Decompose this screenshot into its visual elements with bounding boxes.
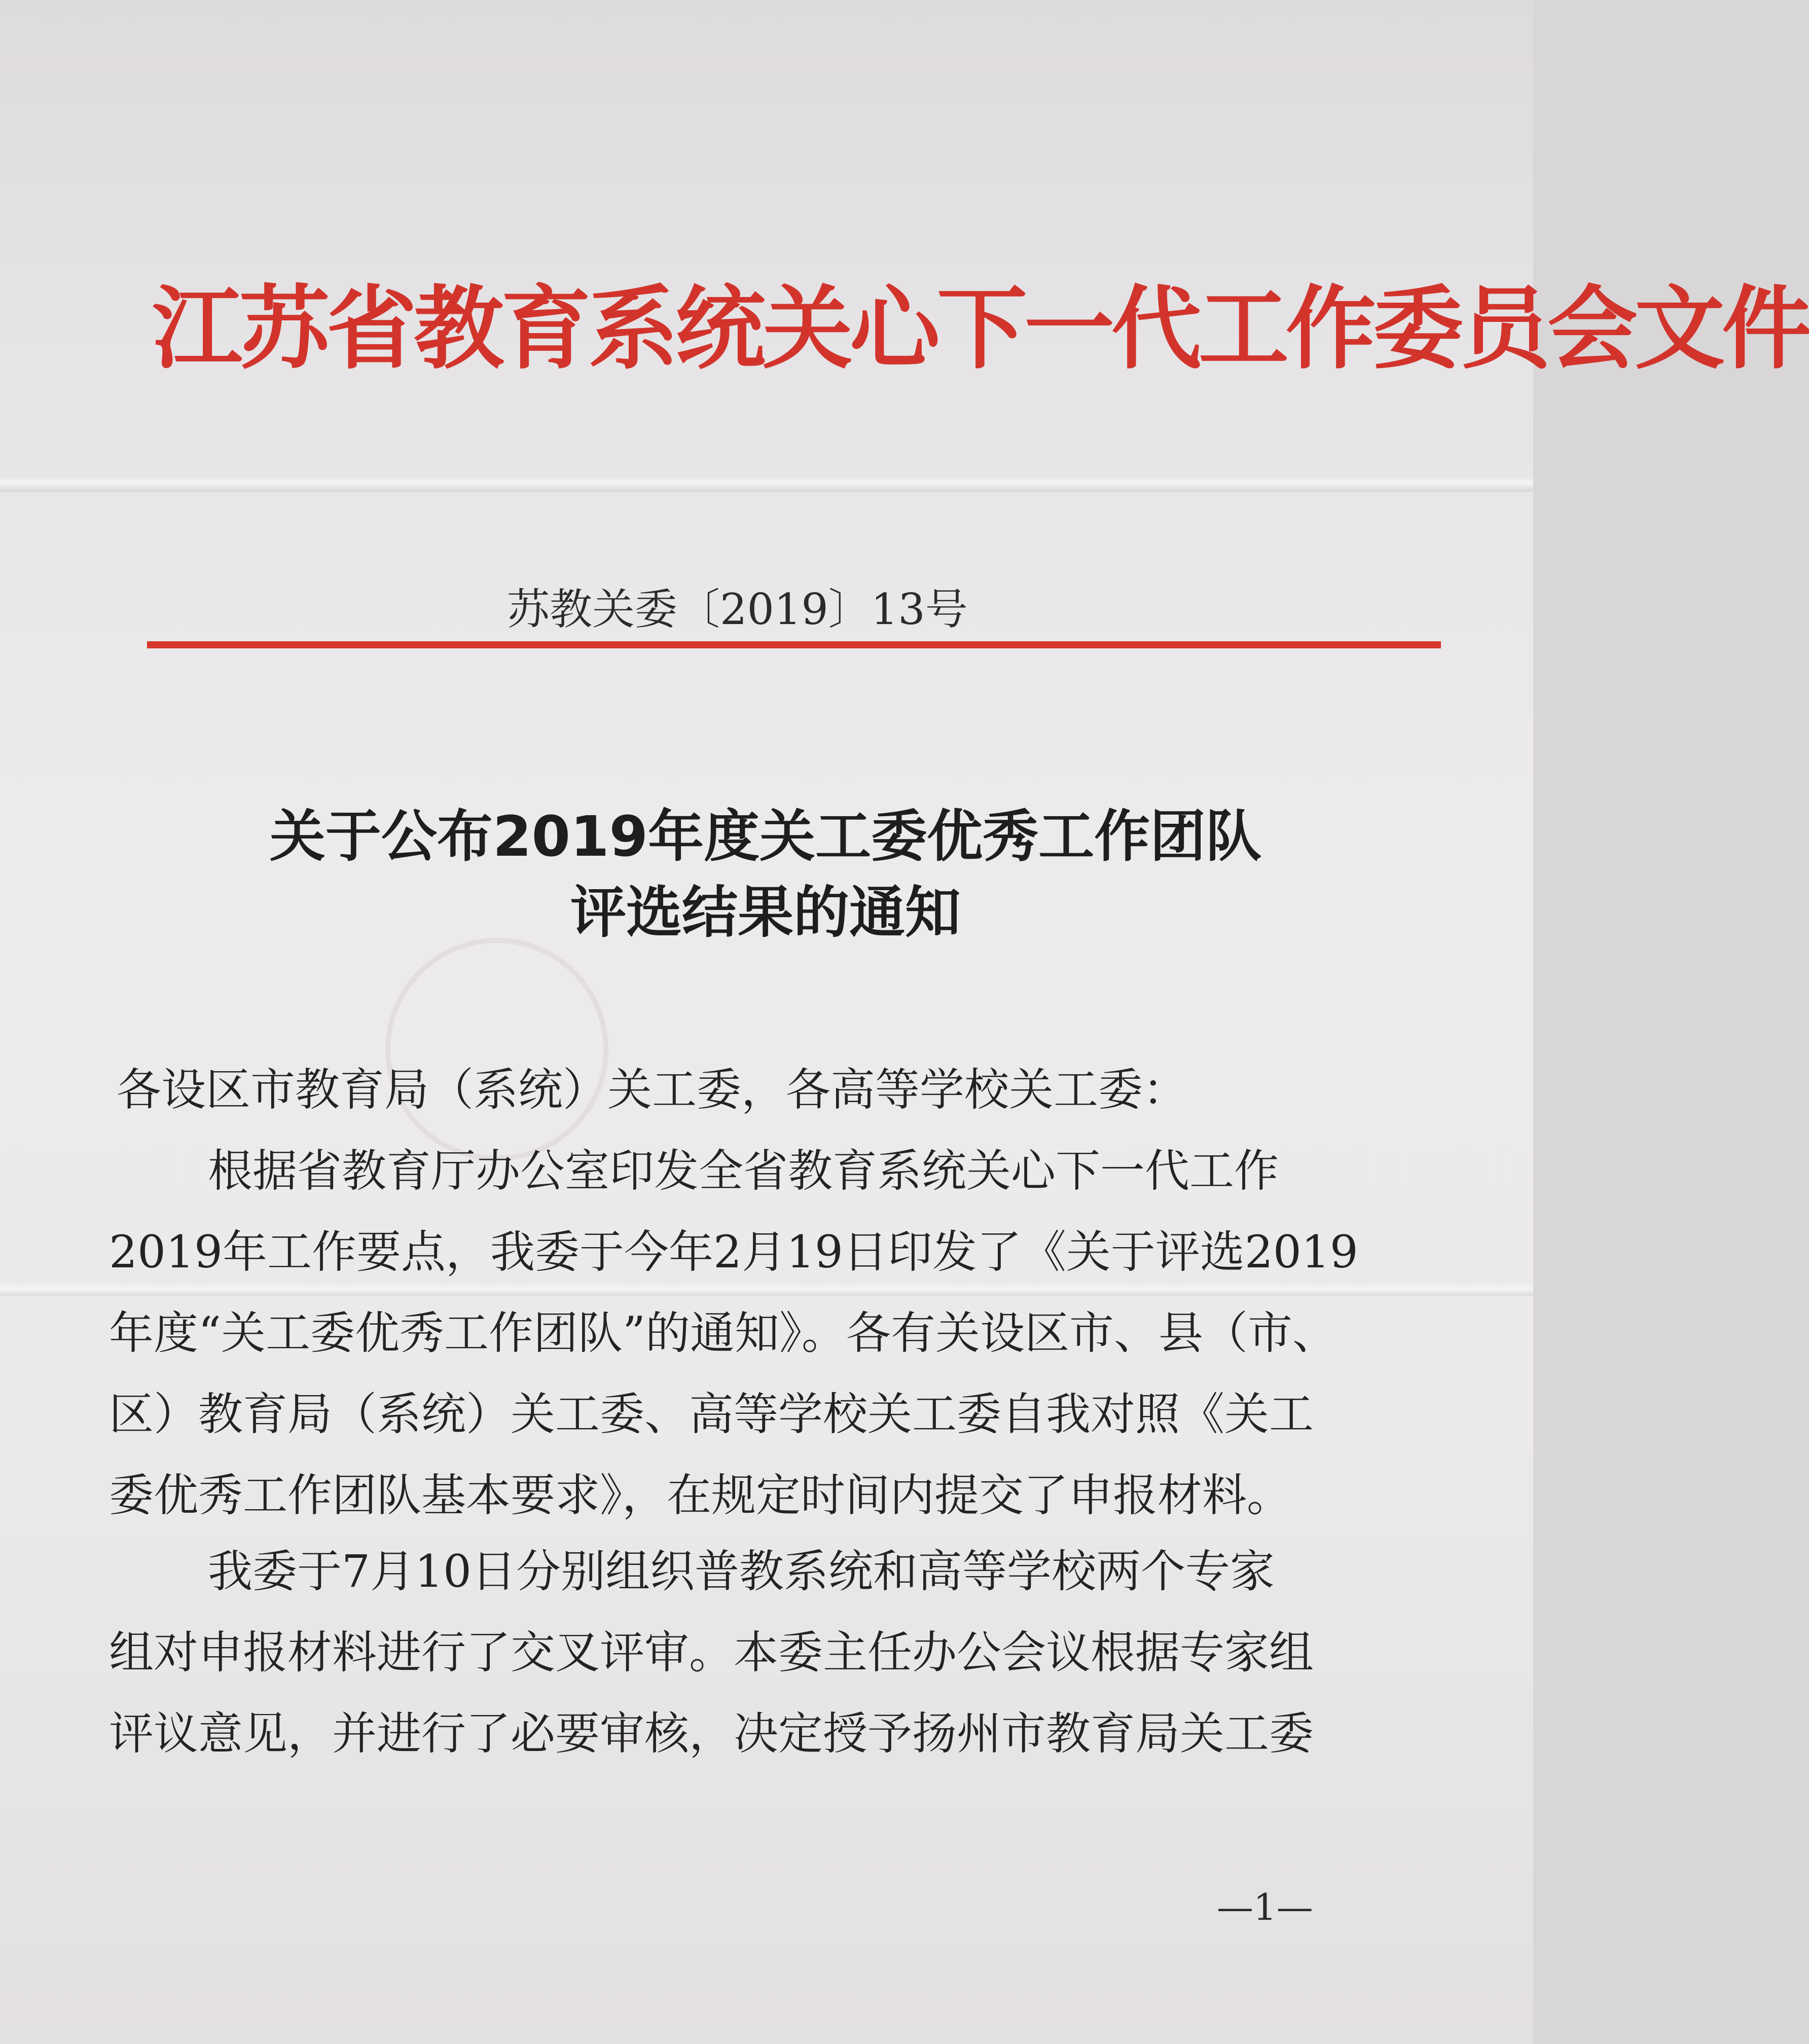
body-line: 根据省教育厅办公室印发全省教育系统关心下一代工作 [208,1145,1279,1197]
notice-title-line-2: 评选结果的通知 [570,880,961,945]
body-line: 区）教育局（系统）关工委、高等学校关工委自我对照《关工 [109,1388,1314,1440]
body-line: 委优秀工作团队基本要求》，在规定时间内提交了申报材料。 [109,1469,1292,1521]
bleed-through-seal [385,938,608,1161]
salutation: 各设区市教育局（系统）关工委，各高等学校关工委： [117,1064,1188,1116]
body-line: 我委于7月10日分别组织普教系统和高等学校两个专家 [208,1545,1275,1597]
header-divider-rule [147,641,1441,648]
page-number: —1— [1217,1886,1313,1928]
body-line: 评议意见，并进行了必要审核，决定授予扬州市教育局关工委 [109,1707,1314,1760]
issuer-header-title: 江苏省教育系统关心下一代工作委员会文件 [152,276,1809,381]
body-line: 2019年工作要点，我委于今年2月19日印发了《关于评选2019 [109,1226,1358,1278]
body-line: 组对申报材料进行了交叉评审。本委主任办公会议根据专家组 [109,1626,1314,1678]
document-number: 苏教关委〔2019〕13号 [507,585,968,634]
paper-fold [0,1283,1533,1296]
paper-fold [0,477,1533,492]
notice-title-line-1: 关于公布2019年度关工委优秀工作团队 [269,804,1262,869]
notice-title [183,798,1349,951]
body-line: 年度“关工委优秀工作团队”的通知》。各有关设区市、县（市、 [109,1307,1337,1359]
